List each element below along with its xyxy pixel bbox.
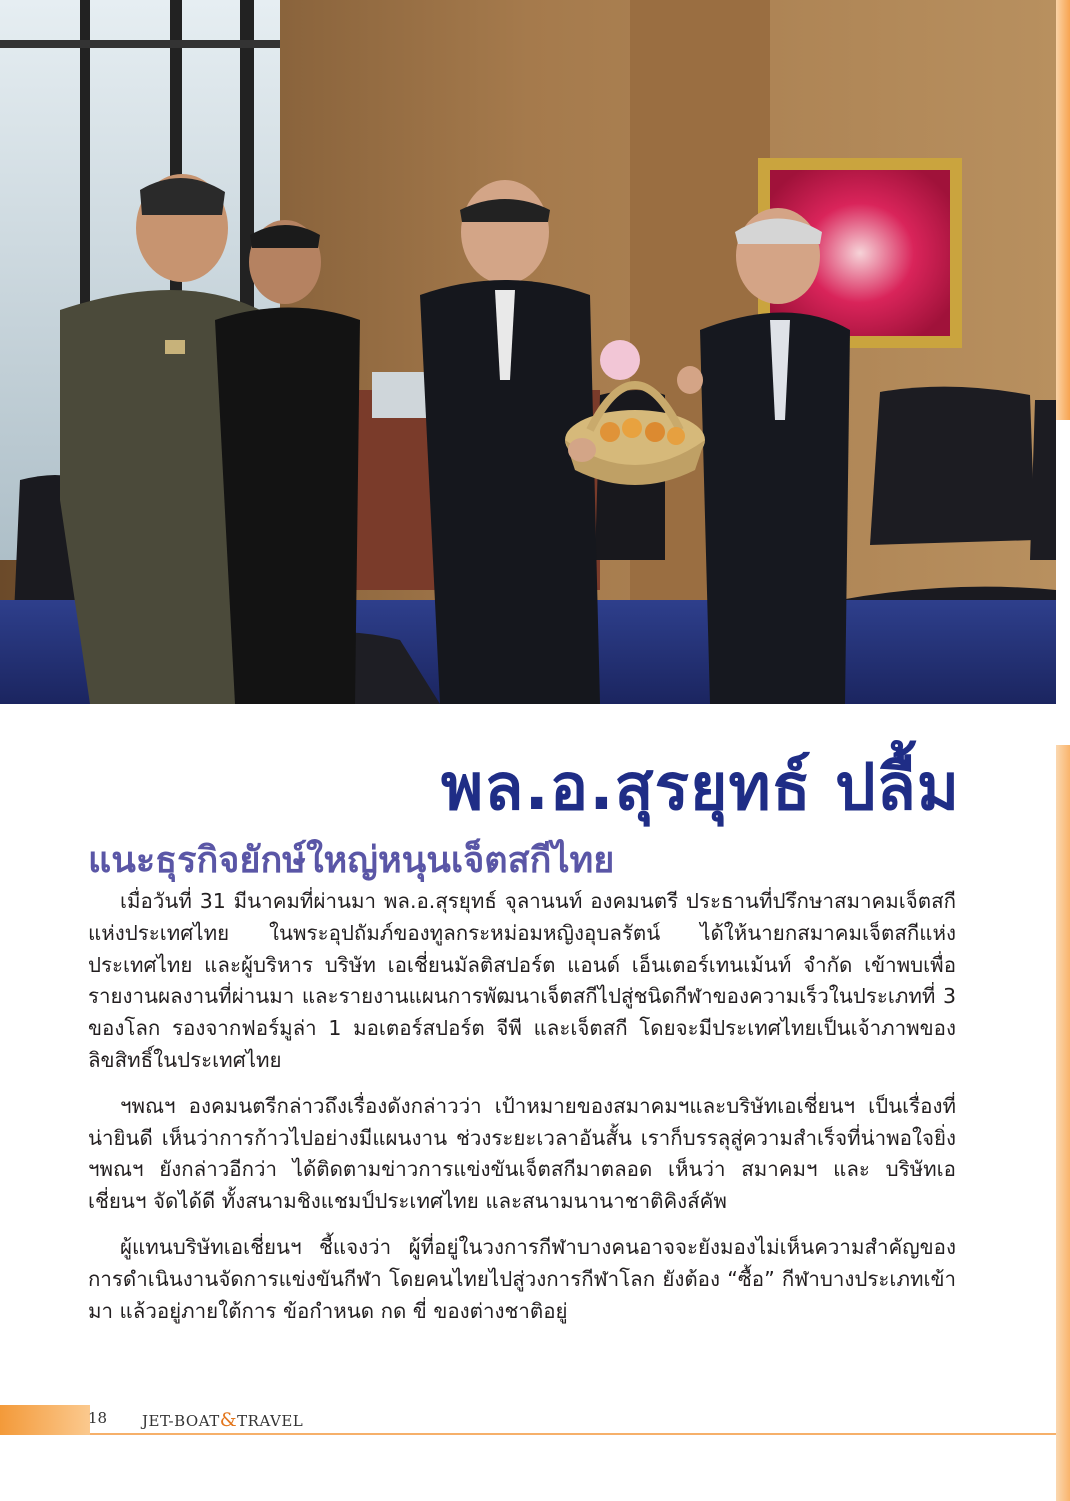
article-body (88, 886, 956, 1341)
article-headline: พล.อ.สุรยุทธ์ ปลื้ม (441, 751, 960, 825)
footer-accent-block (0, 1405, 90, 1435)
footer-rule (90, 1433, 1056, 1435)
edge-accent-bar-bottom (1056, 745, 1070, 1501)
feature-photo (0, 0, 1056, 704)
photo-illustration (0, 0, 1056, 704)
article-subheadline: แนะธุรกิจยักษ์ใหญ่หนุนเจ็ตสกีไทย (88, 840, 615, 881)
magazine-name (142, 1409, 303, 1431)
article-paragraph: เมื่อวันที่ 31 มีนาคมที่ผ่านมา พล.อ.สุรยุทธ์ จุลานนท์ องคมนตรี ประธานที่ปรึกษาสมาคมเจ็ตสกีแห่งประเทศไทย ในพระอุปถัมภ์ของทูลกระหม่อมหญิงอุบลรัตน์ ได้ให้นายกสมาคมเจ็ตสกีแห่งประเทศไทย และผู้บริหาร บริษัท เอเชี่ยนมัลติสปอร์ต แอนด์ เอ็นเตอร์เทนเม้นท์ จำกัด เข้าพบเพื่อรายงานผลงานที่ผ่านมา และรายงานแผนการพัฒนาเจ็ตสกีไปสู่ชนิดกีฬาของความเร็วในประเภทที่ 3 ของโลก รองจากฟอร์มูล่า 1 มอเตอร์สปอร์ต จีพี และเจ็ตสกี โดยจะมีประเทศไทยเป็นเจ้าภาพของลิขสิทธิ์ในประเทศไทย (88, 889, 956, 1072)
page-number: 18 (88, 1409, 108, 1427)
article-paragraph: ผู้แทนบริษัทเอเชี่ยนฯ ชี้แจงว่า ผู้ที่อยู่ในวงการกีฬาบางคนอาจจะยังมองไม่เห็นความสำคัญของการดำเนินงานจัดการแข่งขันกีฬา โดยคนไทยไปสู่วงการกีฬาโลก ยังต้อง “ซื้อ” กีฬาบางประเภทเข้ามา แล้วอยู่ภายใต้การ ข้อกำหนด กด ขี่ ของต่างชาติอยู่ (88, 1234, 956, 1323)
magazine-ampersand: & (219, 1409, 238, 1431)
magazine-name-part1: JET-BOAT (142, 1412, 220, 1430)
edge-accent-bar-top (1056, 0, 1070, 420)
article-paragraph: ฯพณฯ องคมนตรีกล่าวถึงเรื่องดังกล่าวว่า เป้าหมายของสมาคมฯและบริษัทเอเชี่ยนฯ เป็นเรื่องที่น่ายินดี เห็นว่าการก้าวไปอย่างมีแผนงาน ช่วงระยะเวลาอันสั้น เราก็บรรลุสู่ความสำเร็จที่น่าพอใจยิ่ง ฯพณฯ ยังกล่าวอีกว่า ได้ติดตามข่าวการแข่งขันเจ็ตสกีมาตลอด เห็นว่า สมาคมฯ และ บริษัทเอเชี่ยนฯ จัดได้ดี ทั้งสนามชิงแชมป์ประเทศไทย และสนามนานาชาติคิงส์คัพ (88, 1093, 956, 1214)
magazine-name-part2: TRAVEL (237, 1412, 304, 1430)
